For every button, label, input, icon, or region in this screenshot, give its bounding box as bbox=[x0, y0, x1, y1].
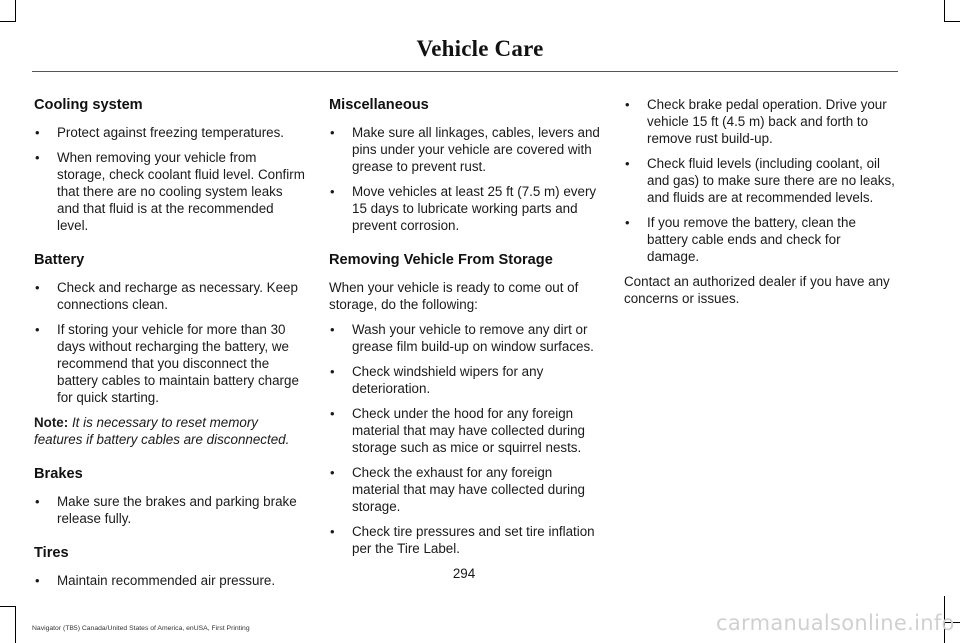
bullet-list-brakes bbox=[34, 493, 306, 527]
bullet-list-storage-continued bbox=[624, 96, 896, 265]
list-item: • Check under the hood for any foreign material that may have collected during storage such as mice or squirrel nests. bbox=[329, 405, 601, 456]
crop-mark bbox=[15, 606, 16, 643]
watermark: carmanualsonline.info bbox=[716, 611, 955, 635]
list-item: • If you remove the battery, clean the battery cable ends and check for damage. bbox=[624, 214, 896, 265]
list-item: • Make sure all linkages, cables, levers and pins under your vehicle are covered with grease to prevent rust. bbox=[329, 124, 601, 175]
header-divider bbox=[32, 71, 898, 72]
list-item: • Check and recharge as necessary. Keep connections clean. bbox=[34, 279, 306, 313]
section-heading-removing-storage: Removing Vehicle From Storage bbox=[329, 252, 553, 268]
section-heading-battery: Battery bbox=[34, 252, 85, 268]
dealer-contact-text: Contact an authorized dealer if you have any concerns or issues. bbox=[624, 274, 890, 306]
list-item: • Check brake pedal operation. Drive your vehicle 15 ft (4.5 m) back and forth to remove rust build-up. bbox=[624, 96, 896, 147]
bullet-list-battery bbox=[34, 279, 306, 406]
list-item: • Check tire pressures and set tire inflation per the Tire Label. bbox=[329, 523, 601, 557]
list-item: • Maintain recommended air pressure. bbox=[34, 572, 306, 589]
footer-print-info: Navigator (TB5) Canada/United States of America, enUSA, First Printing bbox=[32, 625, 250, 632]
section-heading-miscellaneous: Miscellaneous bbox=[329, 97, 429, 113]
page-number: 294 bbox=[452, 566, 476, 581]
bullet-list-cooling bbox=[34, 124, 306, 234]
column-right bbox=[624, 96, 896, 315]
list-item: • Check windshield wipers for any deterioration. bbox=[329, 363, 601, 397]
section-heading-tires: Tires bbox=[34, 545, 69, 561]
list-item: • Move vehicles at least 25 ft (7.5 m) every 15 days to lubricate working parts and prevent corrosion. bbox=[329, 183, 601, 234]
note-label: Note: bbox=[34, 415, 69, 430]
list-item: • If storing your vehicle for more than 30 days without recharging the battery, we recommend that you disconnect the battery cables to maintain battery charge for quick starting. bbox=[34, 321, 306, 406]
crop-mark bbox=[15, 0, 16, 22]
crop-mark bbox=[944, 21, 960, 22]
list-item: • Wash your vehicle to remove any dirt or grease film build-up on window surfaces. bbox=[329, 321, 601, 355]
section-heading-cooling: Cooling system bbox=[34, 97, 143, 113]
list-item: • Check fluid levels (including coolant, oil and gas) to make sure there are no leaks, and fluids are at recommended levels. bbox=[624, 155, 896, 206]
crop-mark bbox=[944, 0, 945, 22]
list-item: • Check the exhaust for any foreign material that may have collected during storage. bbox=[329, 464, 601, 515]
removing-storage-intro: When your vehicle is ready to come out of storage, do the following: bbox=[329, 280, 579, 312]
page-title: Vehicle Care bbox=[416, 36, 544, 61]
list-item: • Protect against freezing temperatures. bbox=[34, 124, 306, 141]
crop-mark bbox=[0, 21, 16, 22]
crop-mark bbox=[0, 606, 16, 607]
bullet-list-removing-storage bbox=[329, 321, 601, 557]
note-text: It is necessary to reset memory features if battery cables are disconnected. bbox=[34, 415, 290, 447]
battery-note bbox=[34, 414, 306, 448]
column-middle bbox=[329, 96, 601, 565]
list-item: • When removing your vehicle from storage, check coolant fluid level. Confirm that there are no cooling system leaks and that fluid is at the recommended level. bbox=[34, 149, 306, 234]
list-item: • Make sure the brakes and parking brake release fully. bbox=[34, 493, 306, 527]
section-heading-brakes: Brakes bbox=[34, 466, 83, 482]
bullet-list-miscellaneous bbox=[329, 124, 601, 234]
column-left bbox=[34, 96, 306, 597]
